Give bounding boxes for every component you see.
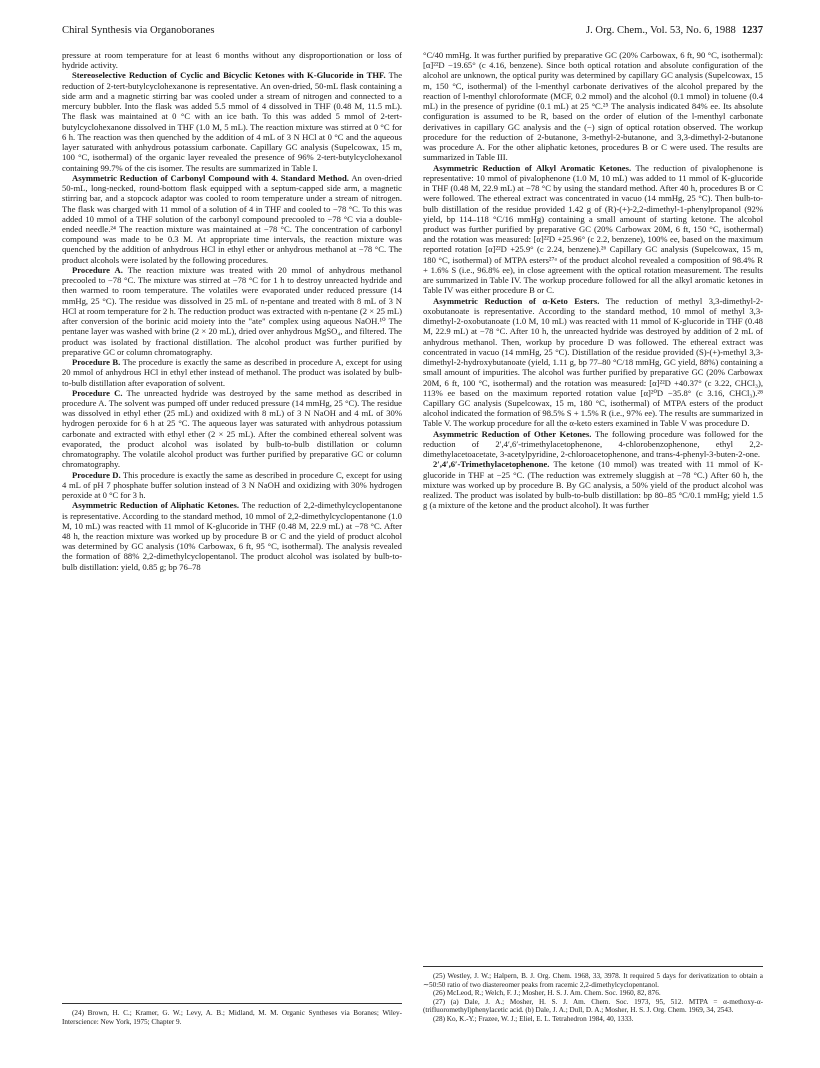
section-heading: Stereoselective Reduction of Cyclic and Bicyclic Ketones with K-Glucoride in THF.: [72, 70, 386, 81]
section-standard-method: [62, 173, 402, 265]
section-stereoselective-reduction: [62, 70, 402, 172]
journal-citation: J. Org. Chem., Vol. 53, No. 6, 1988: [586, 25, 736, 36]
journal-reference: [586, 24, 763, 38]
paragraph-body: The reaction mixture was treated with 20 mmol of anhydrous methanol precooled to −78 °C. The mixture was stirred at −78 °C for 1 h to destroy unreacted hydride and then warmed to room temperature. The volatiles were evaporated under reduced pressure (14 mmHg, 25 °C). The residue was dissolved in 25 mL of n-pentane and treated with 8 mL of 3 N HCl at room temperature for 2 h. The reduction product was extracted with n-pentane (2 × 25 mL) after conversion of the borinic acid moiety into the "ate" complex using aqueous NaOH.¹⁰ The pentane layer was washed with brine (2 × 20 mL), dried over anhydrous MgSO₄, and filtered. The product was isolated by fractional distillation. The alcohol product was further purified by preparative GC or column chromatography.: [62, 264, 402, 357]
section-other-ketones: [423, 429, 763, 460]
footnote: (27) (a) Dale, J. A.; Mosher, H. S. J. Am. Chem. Soc. 1973, 95, 512. MTPA = α-methoxy-α-(trifluoromethyl)phenylacetic acid. (b) Dale, J. A.; Dull, D. A.; Mosher, H. S. J. Org. Chem. 1969, 34, 2543.: [423, 997, 763, 1015]
procedure-a: [62, 265, 402, 357]
procedure-heading: Procedure C.: [72, 387, 123, 398]
footnote: (28) Ko, K.-Y.; Frazee, W. J.; Eliel, E. L. Tetrahedron 1984, 40, 1333.: [433, 1014, 634, 1023]
running-title: Chiral Synthesis via Organoboranes: [62, 25, 215, 36]
paragraph: pressure at room temperature for at least 6 months without any disproportionation or loss of hydride activity.: [62, 50, 402, 71]
paragraph-body: The reduction of pivalophenone is representative: 10 mmol of pivalophenone (1.0 M, 10 mL) was added to 11 mmol of K-glucoride in THF (0.48 M, 22.9 mL) at −78 °C by using the standard method. After 40 h, procedures B or C were followed. The ethereal extract was concentrated in vacuo (14 mmHg, 25 °C). Then bulb-to-bulb distillation of the residue provided 1.42 g of (R)-(+)-2,2-dimethyl-1-phenylpropanol (92% yield, bp 114–118 °C/16 mmHg) containing a small amount of starting ketone. The alcohol product was further purified by preparative GC (20% Carbowax 20M, 6 ft, 150 °C, isothermal) and the rotation was measured: [α]²²D +25.96° (c 2.2, benzene), 100% ee, based on the maximum reported rotation [α]²²D +25.9° (c 2.24, benzene).²⁶ Capillary GC analysis (Supelcowax, 15 m, 180 °C, isothermal) of MTPA esters²⁷ᵃ of the product alcohol revealed a composition of 98.4% R + 1.6% S (i.e., 96.8% ee), in close agreement with the optical rotation measurement. The results are summarized in Table IV. The workup procedure followed for all the alkyl aromatic ketones in Table IV was either procedure B or C.: [423, 162, 764, 296]
section-heading: Asymmetric Reduction of Alkyl Aromatic Ketones.: [433, 162, 632, 173]
section-alkyl-aromatic-ketones: [423, 163, 763, 296]
paragraph-body: The reduction of methyl 3,3-dimethyl-2-oxobutanoate is representative. According to the standard method, 10 mmol of methyl 3,3-dimethyl-2-oxobutanoate (1.0 M, 10 mL) was reacted with 11 mmol of K-glucoride in THF (0.48 M, 22.9 mL) at −78 °C. After 10 h, the unreacted hydride was destroyed by addition of 2 mL of anhydrous methanol. Then, workup by procedure D was followed. The ethereal extract was concentrated in vacuo (14 mmHg, 25 °C). Distillation of the residue provided (S)-(+)-methyl 3,3-dimethyl-2-hydroxybutanoate (yield, 1.11 g, bp 77–80 °C/18 mmHg, GC yield, 88%) containing a small amount of impurities. The alcohol was further purified by preparative GC (20% Carbowax 20M, 6 ft, 100 °C, isothermal) and the rotation was measured: [α]²²D +40.37° (c 3.22, CHCl₃), 113% ee based on the maximum reported rotation value [α]²⁰D −35.8° (c 3.16, CHCl₃).²⁸ Capillary GC analysis (Supelcowax, 15 m, 180 °C, isothermal) of MTPA esters of the product alcohol indicated the formation of 98.5% S + 1.5% R (i.e., 97% ee). The results are summarized in Table V. The workup procedure for all the α-keto esters examined in Table V was procedure D.: [423, 295, 763, 429]
procedure-b: [62, 357, 402, 388]
section-heading: Asymmetric Reduction of Other Ketones.: [433, 428, 592, 439]
paragraph-body: The unreacted hydride was destroyed by the same method as described in procedure A. The solvent was pumped off under reduced pressure (14 mmHg, 25 °C). The residue was dissolved in ethyl ether (25 mL) and oxidized with 8 mL) of 3 N NaOH and 4 mL of 30% hydrogen peroxide for 6 h at 25 °C. The aqueous layer was saturated with anhydrous potassium carbonate and extracted with ethyl ether (2 × 25 mL). After the combined ethereal solvent was evaporated, the product alcohol was isolated by bulb-to-bulb distillation or column chromatography. The volatile alcohol product was further purified by preparative GC or column chromatography.: [62, 387, 402, 470]
section-trimethylacetophenone: [423, 459, 763, 510]
procedure-d: [62, 470, 402, 501]
procedure-heading: Procedure B.: [72, 357, 121, 368]
section-heading: Asymmetric Reduction of Aliphatic Ketones.: [72, 500, 239, 511]
footnote: (25) Westley, J. W.; Halpern, B. J. Org. Chem. 1968, 33, 3978. It required 5 days for derivatization to obtain a ∼50:50 ratio of two diastereomer peaks from racemic 2,2-dimethylcyclopentanol.: [423, 972, 763, 989]
paragraph-body: This procedure is exactly the same as described in procedure C, except for using 4 mL of pH 7 phosphate buffer solution instead of 3 N NaOH and oxidizing with 30% hydrogen peroxide at 0 °C for 3 h.: [62, 469, 402, 501]
paragraph-body: The reduction of 2-tert-butylcyclohexanone is representative. An oven-dried, 50-mL flask containing a side arm and a magnetic stirring bar was cooled under a stream of nitrogen and connected to a mercury bubbler. Into the flask was added 5.5 mmol of 4 dissolved in THF (0.48 M, 11.5 mL). The flask was maintained at 0 °C with an ice bath. To this was added 5 mmol of 2-tert-butylcyclohexanone dissolved in THF (1.0 M, 5 mL). The reaction mixture was stirred at 0 °C for 6 h. The reaction was then quenched by the addition of 4 mL of 3 N HCl at 0 °C and the aqueous layer saturated with anhydrous potassium carbonate. Capillary GC analysis (Supelcowax, 15 m, 100 °C, isothermal) of the organic layer revealed the presence of 96% 2-tert-butylcyclohexanol containing 99.7% of the cis isomer. The results are summarized in Table I.: [62, 70, 403, 173]
paragraph-body: The ketone (10 mmol) was treated with 11 mmol of K-glucoride in THF at −25 °C. (The reduction was extremely sluggish at −78 °C.) After 60 h, the mixture was worked up by procedure B. By GC analysis, a 50% yield of the product alcohol was realized. The product was isolated by bulb-to-bulb distillation: bp 80–85 °C/0.1 mmHg; yield 1.5 g (a mixture of the ketone and the product alcohol). It was further: [423, 459, 764, 511]
paragraph-body: The procedure is exactly the same as described in procedure A, except for using 20 mmol of anhydrous HCl in ethyl ether instead of methanol. The product was isolated by bulb-to-bulb distillation after evaporation of solvent.: [62, 357, 403, 388]
paragraph-body: An oven-dried 50-mL, long-necked, round-bottom flask equipped with a septum-capped side arm, a magnetic stirring bar, and a stopcock adaptor was cooled to room temperature under a stream of nitrogen. The flask was charged with 11 mmol of a solution of 4 in THF and cooled to −78 °C. To this was added 10 mmol of a THF solution of the carbonyl compound precooled to −78 °C via a double-ended needle.²⁴ The reaction mixture was maintained at −78 °C. The concentration of carbonyl compound was made to be 0.3 M. At appropriate time intervals, the reaction mixture was quenched by the addition of anhydrous HCl in ethyl ether or anhydrous methanol at −78 °C. The product alcohols were isolated by the following procedures.: [62, 172, 402, 265]
paragraph: °C/40 mmHg. It was further purified by preparative GC (20% Carbowax, 6 ft, 90 °C, isothermal): [α]²²D −19.65° (c 4.16, benzene). Since both optical rotation and absolute configuration of the alcohol are unknown, the optical purity was determined by capillary GC analysis (Supelcowax, 15 m, 150 °C, isothermal) of the l-menthyl carbonate derivatives of the alcohol prepared by the reaction of l-menthyl chloroformate (MCF, 0.2 mmol) and the alcohol (0.1 mmol) in toluene (0.4 mL) in the presence of pyridine (0.1 mL) at 25 °C.²⁵ The analysis indicated 84% ee. Its absolute configuration is assumed to be R, based on the order of elution of the l-menthyl carbonate derivatives in capillary GC analysis and the (−) sign of optical rotation observed. The workup procedure for the reduction of 2-butanone, 3-methyl-2-butanone, and 3,3-dimethyl-2-butanone was procedure A. For the other aliphatic ketones, procedures B or C were used. The results are summarized in Table III.: [423, 50, 763, 163]
procedure-heading: Procedure A.: [72, 264, 123, 275]
paragraph-body: The reduction of 2,2-dimethylcyclopentanone is representative. According to the standard method, 10 mmol of 2,2-dimethylcyclopentanone (1.0 M, 10 mL) was reacted with 11 mmol of K-glucoride in THF (0.48 M, 22.9 mL) at −78 °C. After 48 h, the reaction mixture was worked up by procedure B or C and the yield of product alcohol was determined by GC analysis (10% Carbowax, 6 ft, 95 °C, isothermal). The analysis revealed the formation of 88% 2,2-dimethylcyclopentanol. The product alcohol was isolated by bulb-to-bulb distillation: yield, 0.85 g; bp 76–78: [62, 500, 403, 572]
page-header: [62, 24, 763, 40]
footnote: (24) Brown, H. C.; Kramer, G. W.; Levy, A. B.; Midland, M. M. Organic Syntheses via Boranes; Wiley-Interscience: New York, 1975; Chapter 9.: [62, 1009, 402, 1026]
right-column: [423, 50, 763, 511]
procedure-heading: Procedure D.: [72, 469, 121, 480]
section-aliphatic-ketones: [62, 500, 402, 572]
page-number: 1237: [741, 25, 763, 36]
procedure-c: [62, 388, 402, 470]
section-heading: 2′,4′,6′-Trimethylacetophenone.: [433, 459, 550, 470]
footnote: (26) McLeod, R.; Welch, F. J.; Mosher, H. S. J. Am. Chem. Soc. 1960, 82, 876.: [433, 989, 661, 998]
left-column: [62, 50, 402, 572]
paragraph-body: The following procedure was followed for the reduction of 2′,4′,6′-trimethylacetophenone, 4-chlorobenzophenone, ethyl 2,2-dimethylacetoacetate, 3-acetylpyridine, 2-chloroacetophenone, and trans-4-phenyl-3-buten-2-one.: [423, 428, 764, 460]
section-alpha-keto-esters: [423, 296, 763, 429]
footnotes-left: [62, 1003, 402, 1026]
footnotes-right: [423, 966, 763, 1024]
section-heading: Asymmetric Reduction of α-Keto Esters.: [433, 295, 600, 306]
section-heading: Asymmetric Reduction of Carbonyl Compound with 4. Standard Method.: [72, 172, 349, 183]
